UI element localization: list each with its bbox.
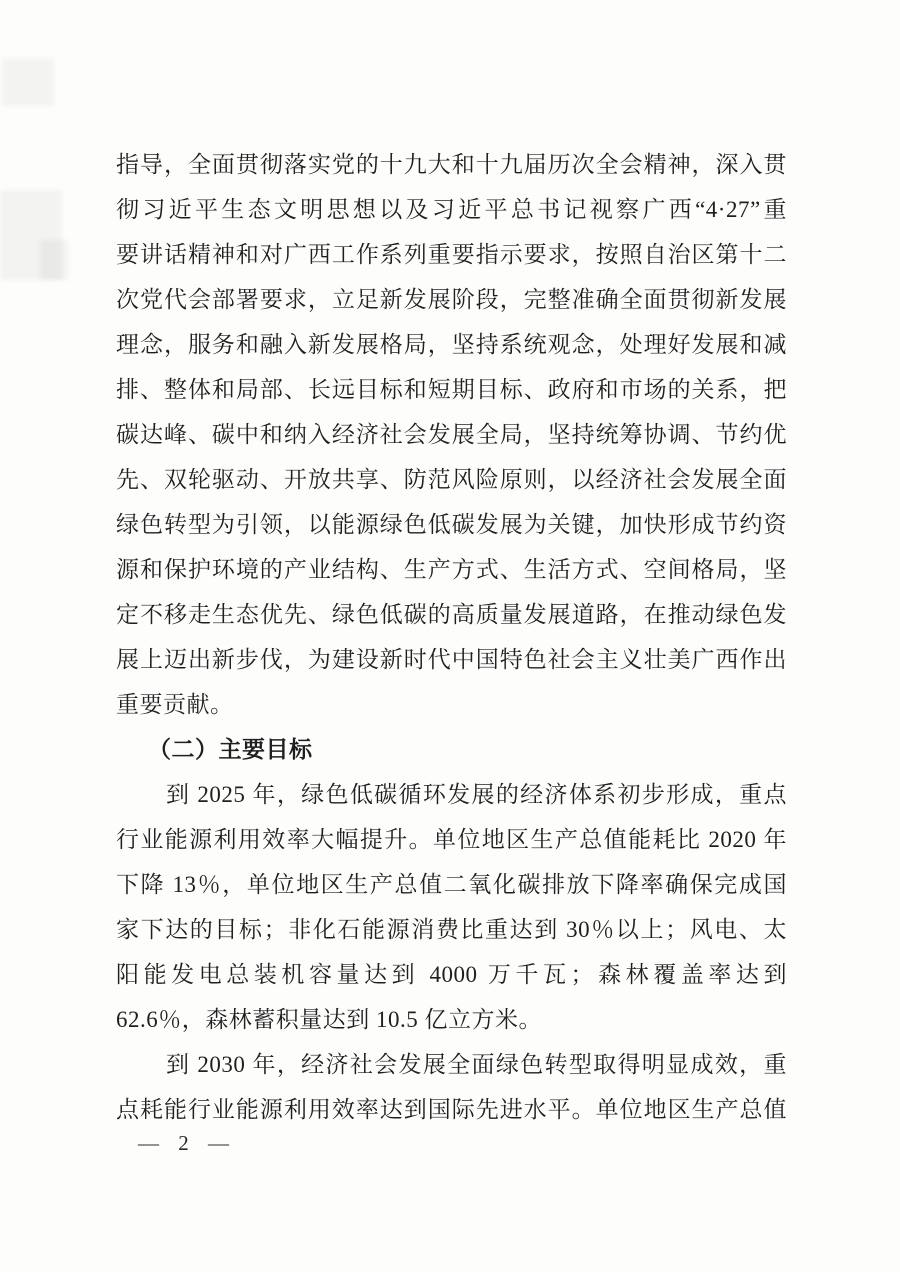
text-line: 定不移走生态优先、绿色低碳的高质量发展道路，在推动绿色发: [116, 602, 787, 627]
scan-artifact: [2, 58, 54, 106]
paragraph-2025-goals: [116, 772, 787, 1042]
text-line: 重要贡献。: [116, 692, 234, 717]
text-line: 展上迈出新步伐，为建设新时代中国特色社会主义壮美广西作出: [116, 647, 787, 672]
text-line: 排、整体和局部、长远目标和短期目标、政府和市场的关系，把: [116, 377, 787, 402]
text-line: 到 2030 年，经济社会发展全面绿色转型取得明显成效，重: [166, 1052, 787, 1077]
page-number: — 2 —: [138, 1131, 236, 1155]
text-line: 下降 13％，单位地区生产总值二氧化碳排放下降率确保完成国: [116, 872, 787, 897]
paragraph-guiding-ideology: [116, 142, 787, 727]
text-line: 绿色转型为引领，以能源绿色低碳发展为关键，加快形成节约资: [116, 512, 787, 537]
text-line: 理念，服务和融入新发展格局，坚持系统观念，处理好发展和减: [116, 332, 787, 357]
text-line: 碳达峰、碳中和纳入经济社会发展全局，坚持统筹协调、节约优: [116, 422, 787, 447]
text-line: 行业能源利用效率大幅提升。单位地区生产总值能耗比 2020 年: [116, 827, 787, 852]
text-line: 到 2025 年，绿色低碳循环发展的经济体系初步形成，重点: [166, 782, 787, 807]
section-heading-main-goals: （二）主要目标: [148, 737, 313, 762]
text-line: 阳能发电总装机容量达到 4000 万千瓦；森林覆盖率达到: [116, 962, 787, 987]
text-line: 家下达的目标；非化石能源消费比重达到 30％以上；风电、太: [116, 917, 787, 942]
text-line: 彻习近平生态文明思想以及习近平总书记视察广西“4·27”重: [116, 197, 787, 222]
text-line: 要讲话精神和对广西工作系列重要指示要求，按照自治区第十二: [116, 242, 787, 267]
scan-artifact: [40, 240, 68, 280]
text-line: 指导，全面贯彻落实党的十九大和十九届历次全会精神，深入贯: [116, 152, 787, 177]
text-line: 62.6％，森林蓄积量达到 10.5 亿立方米。: [116, 1007, 542, 1032]
text-line: 先、双轮驱动、开放共享、防范风险原则，以经济社会发展全面: [116, 467, 787, 492]
text-line: 点耗能行业能源利用效率达到国际先进水平。单位地区生产总值: [116, 1097, 787, 1122]
text-line: 源和保护环境的产业结构、生产方式、生活方式、空间格局，坚: [116, 557, 787, 582]
document-body: [116, 142, 787, 1132]
text-line: 次党代会部署要求，立足新发展阶段，完整准确全面贯彻新发展: [116, 287, 787, 312]
paragraph-2030-goals: [116, 1042, 787, 1132]
